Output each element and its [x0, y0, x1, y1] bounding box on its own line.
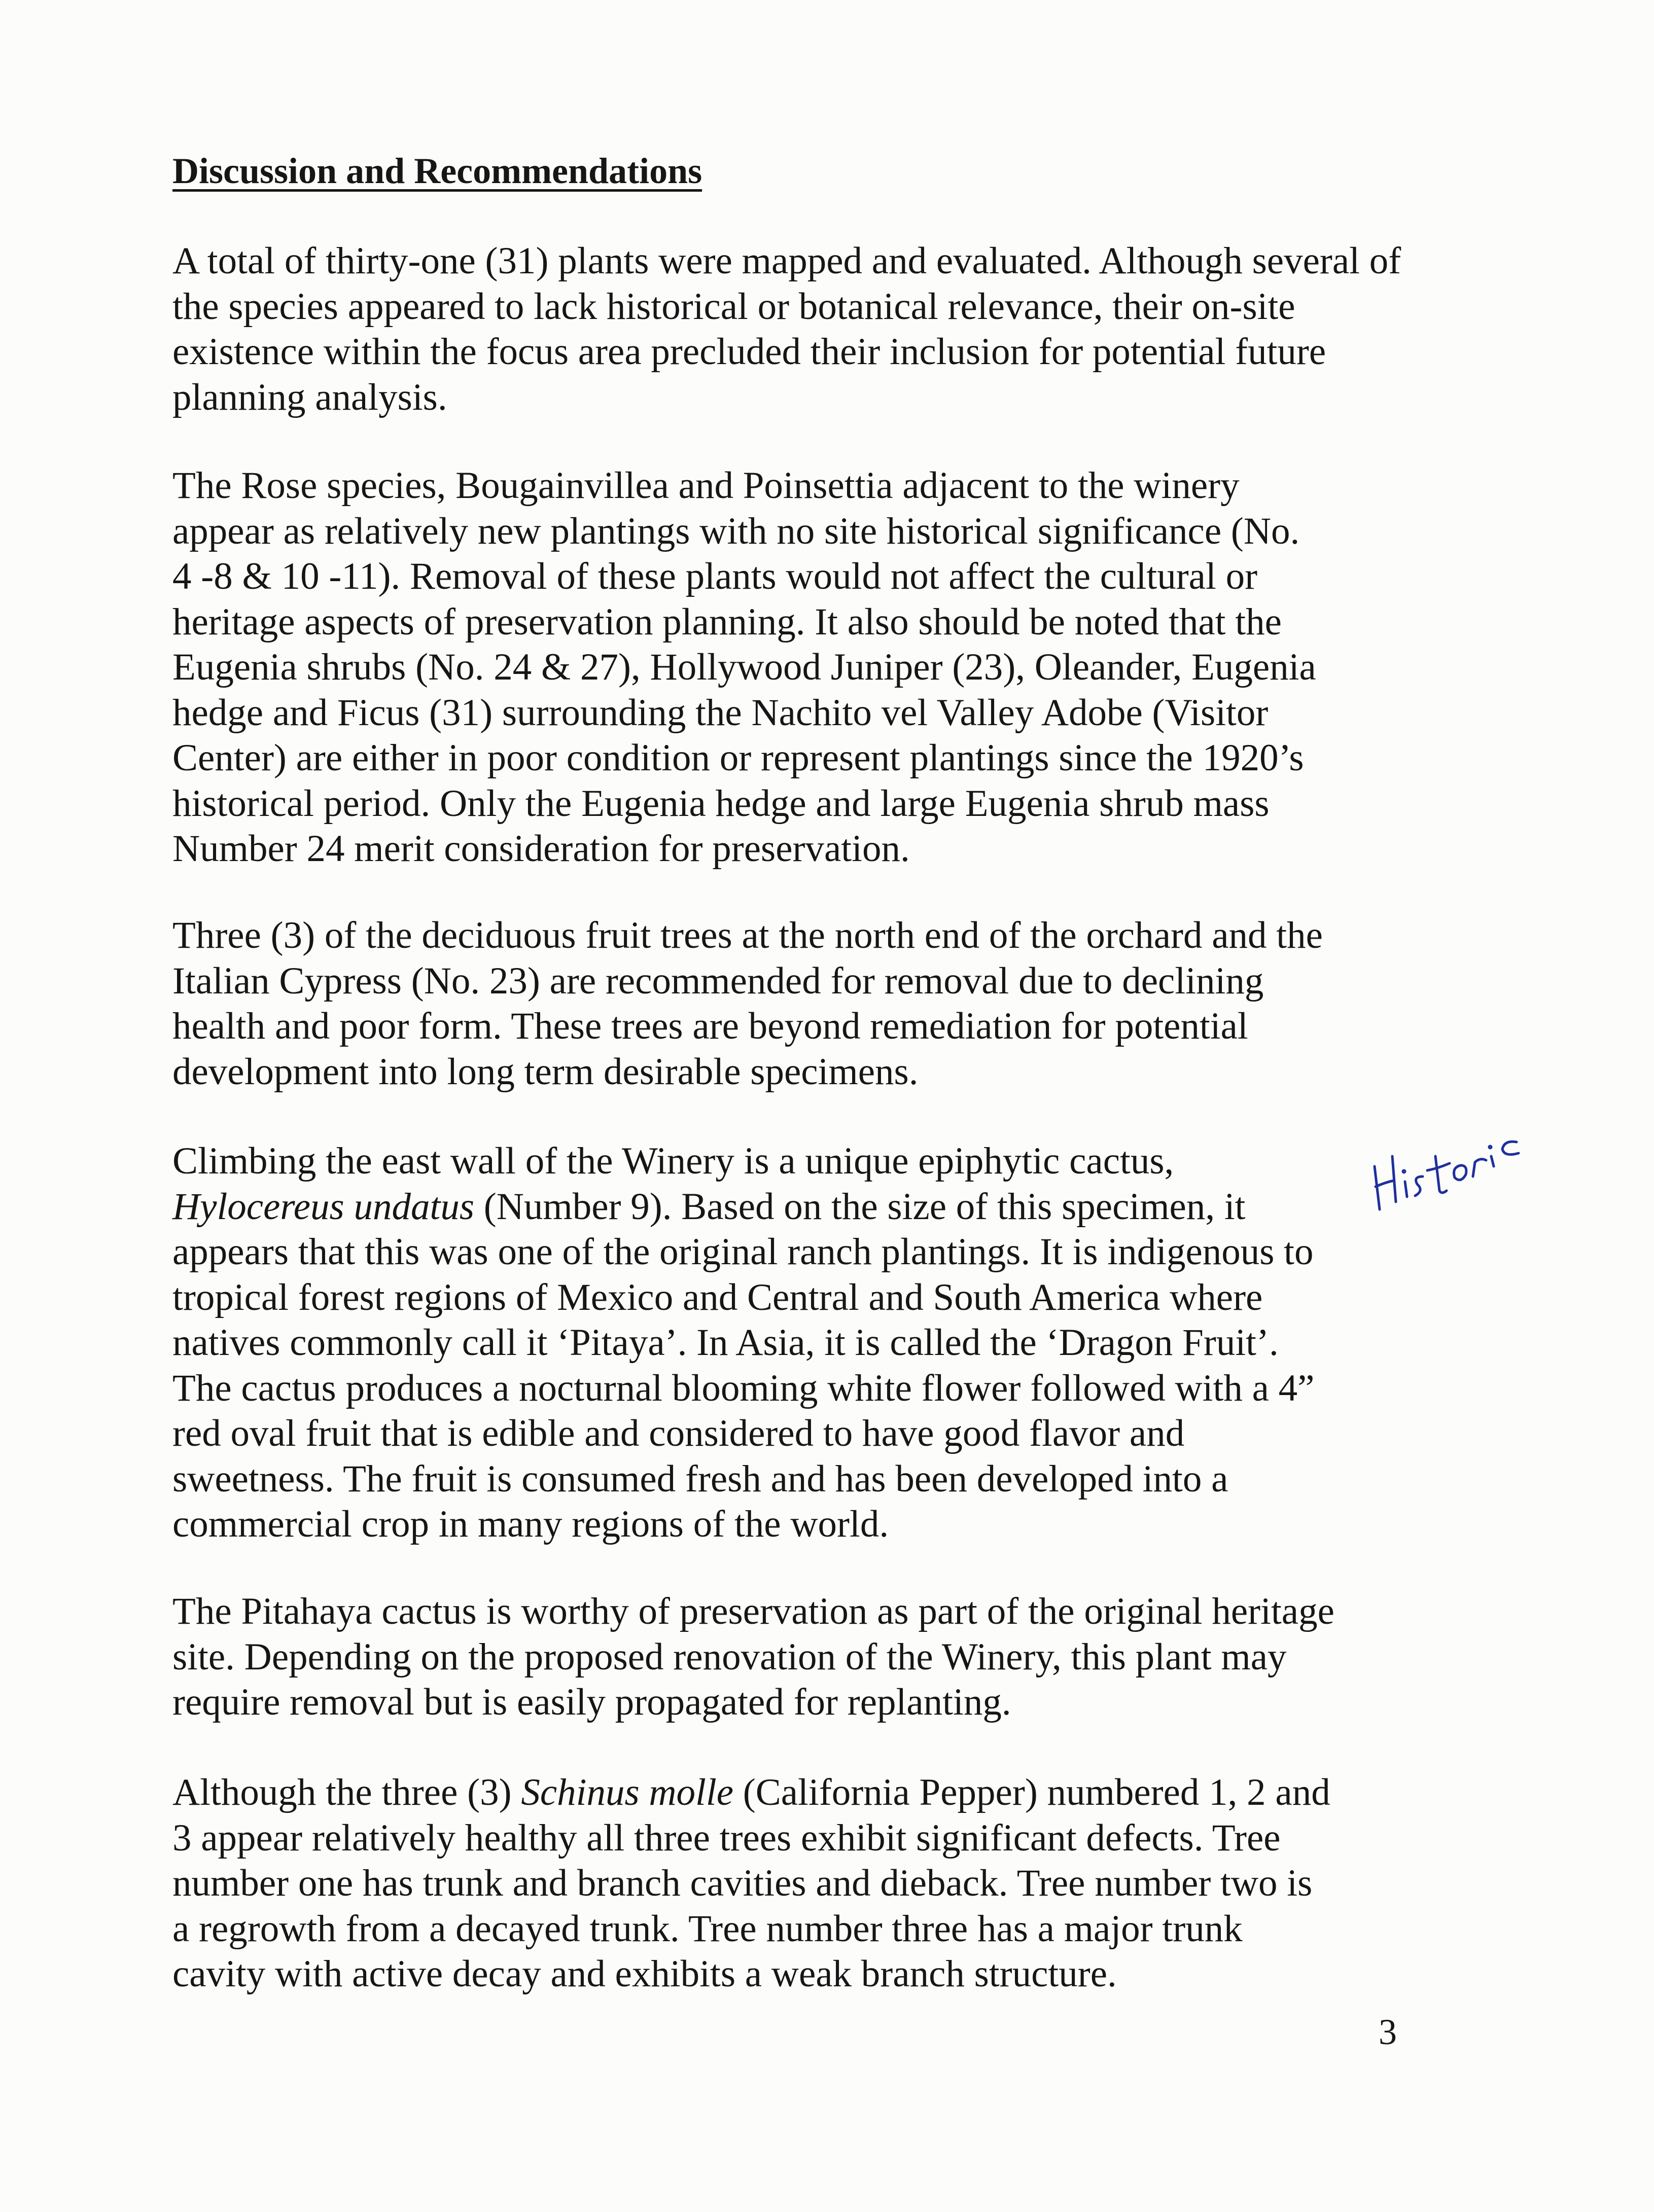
paragraph-fruit-trees: [172, 913, 1323, 1094]
paragraph-pepper-trees: [172, 1770, 1330, 1997]
text-line: a regrowth from a decayed trunk. Tree number three has a major trunk: [172, 1907, 1243, 1950]
text-line: Eugenia shrubs (No. 24 & 27), Hollywood Juniper (23), Oleander, Eugenia: [172, 646, 1316, 688]
text-line: Center) are either in poor condition or represent plantings since the 1920’s: [172, 737, 1304, 779]
text-line: development into long term desirable specimens.: [172, 1050, 919, 1093]
text-line: historical period. Only the Eugenia hedge and large Eugenia shrub mass: [172, 782, 1270, 825]
text-line: Number 24 merit consideration for preservation.: [172, 828, 910, 870]
paragraph-plant-total: [172, 238, 1401, 420]
text-line-species: [172, 1184, 1314, 1230]
text-line: appear as relatively new plantings with no site historical significance (No.: [172, 510, 1300, 552]
paragraph-rose-species: [172, 463, 1316, 872]
text-line: planning analysis.: [172, 376, 447, 418]
species-name-italic: Hylocereus undatus: [172, 1185, 475, 1228]
paragraph-cactus: [172, 1138, 1314, 1547]
text-line: natives commonly call it ‘Pitaya’. In Asia, it is called the ‘Dragon Fruit’.: [172, 1322, 1279, 1364]
text-line: the species appeared to lack historical or botanical relevance, their on-site: [172, 285, 1295, 328]
text-line: Italian Cypress (No. 23) are recommended for removal due to declining: [172, 959, 1264, 1002]
text-line: hedge and Ficus (31) surrounding the Nachito vel Valley Adobe (Visitor: [172, 691, 1269, 734]
handwriting-icon: [1364, 1100, 1532, 1217]
text-line: red oval fruit that is edible and considered to have good flavor and: [172, 1412, 1185, 1454]
text-line: tropical forest regions of Mexico and Central and South America where: [172, 1276, 1263, 1318]
text-line: A total of thirty-one (31) plants were mapped and evaluated. Although several of: [172, 240, 1401, 282]
handwritten-historic-note: [1364, 1100, 1532, 1217]
text-fragment: (Number 9). Based on the size of this specimen, it: [474, 1185, 1246, 1228]
text-line: commercial crop in many regions of the world.: [172, 1503, 889, 1545]
text-fragment: Although the three (3): [172, 1771, 521, 1813]
page-number: 3: [1379, 2012, 1397, 2052]
text-line: heritage aspects of preservation planning. It also should be noted that the: [172, 600, 1282, 643]
text-line: health and poor form. These trees are beyond remediation for potential: [172, 1005, 1248, 1047]
text-line: appears that this was one of the original ranch plantings. It is indigenous to: [172, 1231, 1314, 1273]
text-line-species: [172, 1770, 1330, 1815]
text-line: Three (3) of the deciduous fruit trees at the north end of the orchard and the: [172, 914, 1323, 956]
section-heading: Discussion and Recommendations: [172, 151, 702, 191]
text-line: 3 appear relatively healthy all three trees exhibit significant defects. Tree: [172, 1816, 1281, 1859]
text-line: Climbing the east wall of the Winery is a unique epiphytic cactus,: [172, 1140, 1174, 1182]
text-line: existence within the focus area precluded their inclusion for potential future: [172, 331, 1326, 373]
text-line: 4 -8 & 10 -11). Removal of these plants would not affect the cultural or: [172, 555, 1258, 597]
text-line: number one has trunk and branch cavities and dieback. Tree number two is: [172, 1862, 1313, 1904]
text-line: The Pitahaya cactus is worthy of preservation as part of the original heritage: [172, 1590, 1334, 1632]
text-fragment: (California Pepper) numbered 1, 2 and: [733, 1771, 1330, 1813]
text-line: The cactus produces a nocturnal blooming white flower followed with a 4”: [172, 1367, 1315, 1409]
text-line: sweetness. The fruit is consumed fresh and has been developed into a: [172, 1457, 1228, 1500]
handwritten-note-text: [1364, 1217, 1365, 1218]
text-line: site. Depending on the proposed renovation of the Winery, this plant may: [172, 1635, 1287, 1678]
paragraph-pitahaya: [172, 1589, 1334, 1725]
text-line: require removal but is easily propagated for replanting.: [172, 1681, 1011, 1723]
text-line: The Rose species, Bougainvillea and Poinsettia adjacent to the winery: [172, 465, 1240, 507]
text-line: cavity with active decay and exhibits a weak branch structure.: [172, 1953, 1117, 1995]
species-name-italic: Schinus molle: [521, 1771, 734, 1813]
